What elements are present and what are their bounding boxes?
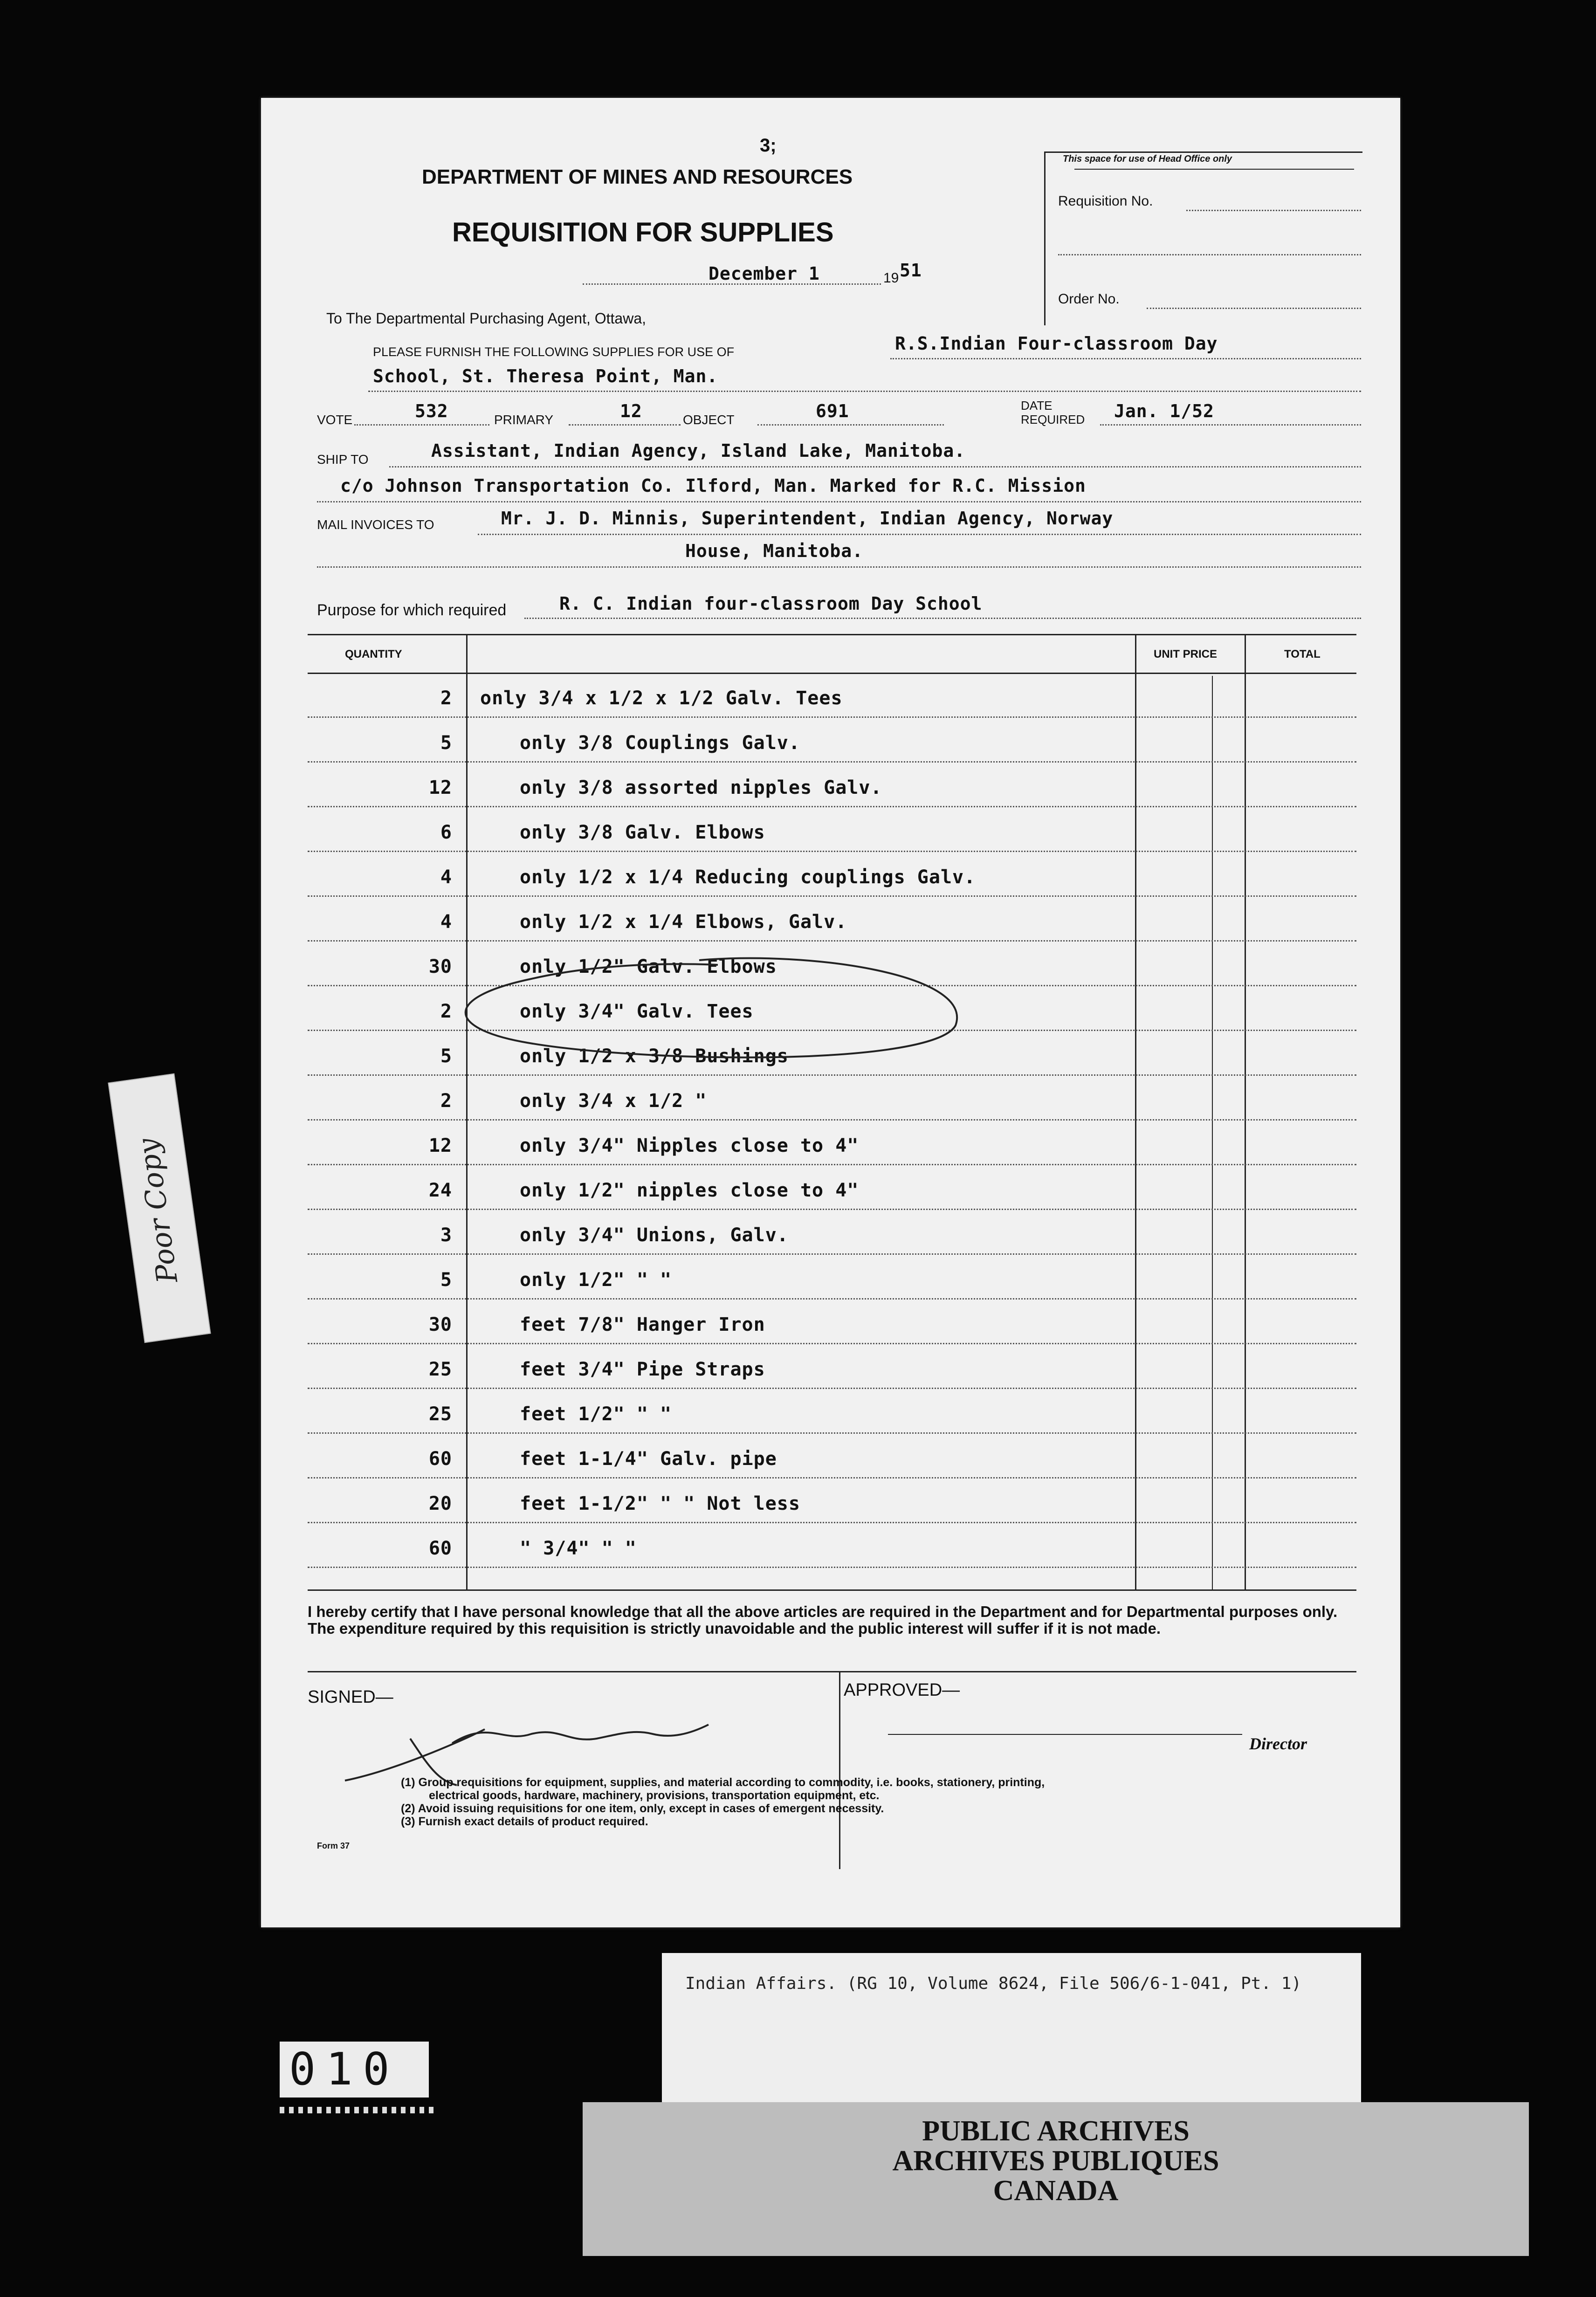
note-2: (2) Avoid issuing requisitions for one item, only, except in cases of emergent necessity. [401, 1802, 884, 1815]
item-quantity: 6 [440, 822, 452, 843]
approval-line [888, 1734, 1242, 1735]
mail-invoices-label: MAIL INVOICES TO [317, 517, 434, 532]
item-description: only 3/8 Galv. Elbows [520, 822, 765, 843]
order-no-label: Order No. [1058, 291, 1120, 307]
order-no-dotline [1147, 308, 1361, 309]
row-dotline [308, 1298, 1356, 1300]
item-quantity: 4 [440, 867, 452, 888]
signed-label: SIGNED— [308, 1687, 393, 1707]
item-quantity: 12 [428, 1135, 452, 1156]
note-1-continued: electrical goods, hardware, machinery, provisions, transportation equipment, etc. [429, 1789, 880, 1802]
item-quantity: 2 [440, 1090, 452, 1112]
required-label: REQUIRED [1021, 413, 1085, 426]
item-description: only 3/4" Unions, Galv. [520, 1224, 789, 1246]
year-value: 51 [900, 260, 922, 281]
table-top-rule [308, 634, 1356, 635]
row-dotline [308, 1209, 1356, 1210]
item-quantity: 5 [440, 1269, 452, 1291]
row-dotline [308, 1477, 1356, 1479]
row-dotline [308, 1567, 1356, 1568]
item-quantity: 2 [440, 1001, 452, 1022]
date-dotline [583, 283, 881, 285]
row-dotline [308, 1388, 1356, 1389]
furnish-dotline-2 [368, 391, 1361, 392]
requisition-form [261, 98, 1400, 1927]
signature-top-rule [308, 1671, 1356, 1672]
note-1: (1) Group requisitions for equipment, supplies, and material according to commodity, i.e. books, stationery, printing, [401, 1776, 1045, 1789]
item-description: only 3/8 assorted nipples Galv. [520, 777, 882, 798]
item-quantity: 3 [440, 1224, 452, 1246]
row-dotline [308, 1522, 1356, 1523]
stamp-line-2: ARCHIVES PUBLIQUES [892, 2145, 1219, 2177]
row-dotline [308, 895, 1356, 897]
furnish-label: PLEASE FURNISH THE FOLLOWING SUPPLIES FOR USE OF [373, 345, 735, 359]
office-note-underline [1074, 169, 1354, 170]
row-dotline [308, 1432, 1356, 1434]
note-3: (3) Furnish exact details of product required. [401, 1815, 648, 1828]
ship-to-dotline-2 [317, 501, 1361, 502]
instructions-notes [401, 1776, 1045, 1828]
poor-copy-note [108, 1073, 211, 1343]
table-col-divider-qty [466, 634, 468, 1589]
archives-stamp [583, 2102, 1529, 2256]
item-quantity: 2 [440, 688, 452, 709]
form-number-mark: 3; [760, 135, 777, 156]
ship-to-line-2: c/o Johnson Transportation Co. Ilford, Man. Marked for R.C. Mission [340, 475, 1086, 496]
row-dotline [308, 761, 1356, 763]
ship-to-label: SHIP TO [317, 452, 369, 467]
mail-dotline-1 [478, 534, 1361, 535]
date-label: DATE [1021, 399, 1053, 413]
row-dotline [308, 1119, 1356, 1121]
vote-value: 532 [415, 401, 448, 421]
item-description: feet 7/8" Hanger Iron [520, 1314, 765, 1335]
row-dotline [308, 851, 1356, 852]
vote-label: VOTE [317, 413, 353, 427]
item-description: only 3/4" Nipples close to 4" [520, 1135, 859, 1156]
primary-dotline [569, 424, 681, 426]
object-label: OBJECT [683, 413, 735, 427]
furnish-value-1: R.S.Indian Four-classroom Day [895, 333, 1218, 354]
row-dotline [308, 1343, 1356, 1344]
frame-number: 010 [289, 2044, 400, 2095]
form-title: REQUISITION FOR SUPPLIES [452, 217, 834, 248]
item-quantity: 25 [428, 1403, 452, 1425]
vote-dotline [354, 424, 489, 426]
stamp-line-1: PUBLIC ARCHIVES [922, 2115, 1190, 2147]
circle-mark [438, 946, 998, 1072]
unit-cents-divider [1212, 676, 1213, 1589]
row-dotline [308, 1074, 1356, 1076]
item-description: only 1/2 x 3/8 Bushings [520, 1045, 789, 1067]
row-dotline [308, 806, 1356, 807]
object-value: 691 [816, 401, 849, 421]
frame-number-label [280, 2042, 429, 2098]
office-blank-dotline [1058, 254, 1361, 255]
item-quantity: 12 [428, 777, 452, 798]
item-quantity: 4 [440, 911, 452, 933]
ship-to-line-1: Assistant, Indian Agency, Island Lake, Manitoba. [431, 440, 966, 461]
mail-invoices-line-1: Mr. J. D. Minnis, Superintendent, Indian Agency, Norway [501, 508, 1114, 529]
signature-divider [839, 1671, 840, 1869]
requisition-no-label: Requisition No. [1058, 193, 1153, 209]
item-quantity: 60 [428, 1538, 452, 1559]
table-bottom-rule [308, 1589, 1356, 1591]
item-quantity: 60 [428, 1448, 452, 1470]
purpose-value: R. C. Indian four-classroom Day School [559, 593, 983, 614]
item-description: feet 1-1/4" Galv. pipe [520, 1448, 777, 1470]
department-heading: DEPARTMENT OF MINES AND RESOURCES [422, 165, 853, 188]
row-dotline [308, 1253, 1356, 1255]
mail-invoices-line-2: House, Manitoba. [685, 541, 864, 561]
to-agent-line: To The Departmental Purchasing Agent, Ottawa, [326, 310, 647, 327]
primary-label: PRIMARY [494, 413, 554, 427]
row-dotline [308, 716, 1356, 718]
header-total: TOTAL [1284, 648, 1321, 660]
header-quantity: QUANTITY [345, 648, 402, 660]
item-description: " 3/4" " " [520, 1538, 637, 1559]
item-description: feet 1/2" " " [520, 1403, 672, 1425]
table-header-rule [308, 673, 1356, 674]
purpose-label: Purpose for which required [317, 601, 507, 619]
stamp-line-3: CANADA [993, 2175, 1119, 2207]
object-dotline [757, 424, 944, 426]
purpose-dotline [524, 618, 1361, 619]
ship-to-dotline-1 [389, 466, 1361, 468]
item-quantity: 25 [428, 1359, 452, 1380]
required-dotline [1100, 424, 1361, 426]
archive-reference: Indian Affairs. (RG 10, Volume 8624, File 506/6-1-041, Pt. 1) [685, 1974, 1302, 1993]
mail-dotline-2 [317, 566, 1361, 568]
film-sprockets [280, 2107, 438, 2113]
year-prefix: 19 [883, 270, 899, 286]
form-date: December 1 [709, 263, 820, 284]
item-quantity: 5 [440, 1045, 452, 1067]
primary-value: 12 [620, 401, 642, 421]
table-col-divider-unit [1135, 634, 1136, 1589]
item-description: only 3/4 x 1/2 x 1/2 Galv. Tees [480, 688, 843, 709]
item-quantity: 5 [440, 732, 452, 754]
item-description: only 1/2" nipples close to 4" [520, 1180, 859, 1201]
row-dotline [308, 940, 1356, 942]
item-quantity: 30 [428, 956, 452, 977]
item-description: only 3/4 x 1/2 " [520, 1090, 707, 1112]
requisition-no-dotline [1186, 210, 1361, 211]
item-quantity: 24 [428, 1180, 452, 1201]
row-dotline [308, 1164, 1356, 1165]
item-description: only 1/2 x 1/4 Elbows, Galv. [520, 911, 847, 933]
director-label: Director [1249, 1734, 1307, 1753]
item-description: only 3/4" Galv. Tees [520, 1001, 754, 1022]
item-quantity: 20 [428, 1493, 452, 1514]
furnish-value-2: School, St. Theresa Point, Man. [373, 366, 718, 386]
item-description: feet 3/4" Pipe Straps [520, 1359, 765, 1380]
item-description: feet 1-1/2" " " Not less [520, 1493, 800, 1514]
item-description: only 1/2" " " [520, 1269, 672, 1291]
item-quantity: 30 [428, 1314, 452, 1335]
form-number: Form 37 [317, 1841, 350, 1850]
item-description: only 1/2 x 1/4 Reducing couplings Galv. [520, 867, 976, 888]
header-unit-price: UNIT PRICE [1154, 648, 1218, 660]
poor-copy-text: Poor Copy [131, 1136, 185, 1285]
table-col-divider-total [1245, 634, 1246, 1589]
item-description: only 1/2" Galv. Elbows [520, 956, 777, 977]
head-office-note: This space for use of Head Office only [1063, 154, 1232, 164]
item-description: only 3/8 Couplings Galv. [520, 732, 800, 754]
required-date: Jan. 1/52 [1114, 401, 1214, 421]
furnish-dotline-1 [890, 358, 1361, 359]
approved-label: APPROVED— [844, 1680, 960, 1700]
certification-text: I hereby certify that I have personal knowledge that all the above articles are required in the Department and for Departmental purposes only. The expenditure required by this requisition is strictly unavoidable and the public interest will suffer if it is not made. [308, 1603, 1338, 1637]
